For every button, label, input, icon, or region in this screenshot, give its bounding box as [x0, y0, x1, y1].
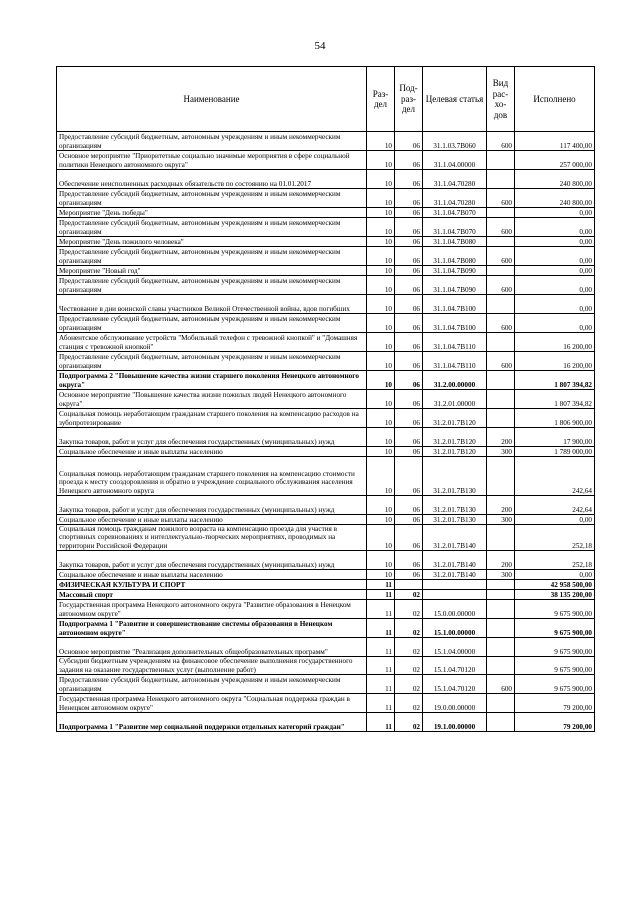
cell-podrazdel: 06 [395, 247, 423, 266]
header-target-article: Целевая статья [423, 67, 487, 132]
cell-name: Предоставление субсидий бюджетным, автономным учреждениям и иным некоммерческим организациям [57, 218, 367, 237]
cell-executed: 0,00 [515, 276, 595, 295]
cell-expense-type [487, 619, 515, 638]
cell-target-article: 31.1.04.7В080 [423, 237, 487, 247]
cell-podrazdel: 06 [395, 515, 423, 525]
cell-target-article: 31.2.01.7В130 [423, 515, 487, 525]
cell-target-article: 15.1.04.70120 [423, 657, 487, 675]
table-row [57, 151, 595, 170]
cell-podrazdel: 06 [395, 352, 423, 371]
cell-target-article: 31.2.00.00000 [423, 371, 487, 390]
table-body [57, 132, 595, 732]
cell-razdel: 11 [367, 638, 395, 657]
cell-podrazdel: 02 [395, 713, 423, 732]
table-row [57, 189, 595, 208]
cell-target-article: 31.2.01.7В130 [423, 457, 487, 496]
cell-name: Предоставление субсидий бюджетным, автономным учреждениям и иным некоммерческим организациям [57, 314, 367, 333]
cell-target-article [423, 590, 487, 600]
cell-razdel: 10 [367, 457, 395, 496]
cell-name: Предоставление субсидий бюджетным, автономным учреждениям и иным некоммерческим организациям [57, 189, 367, 208]
cell-target-article: 31.2.01.7В130 [423, 496, 487, 515]
table-row [57, 619, 595, 638]
cell-executed: 252,18 [515, 525, 595, 551]
header-executed: Исполнено [515, 67, 595, 132]
table-row [57, 371, 595, 390]
table-row [57, 295, 595, 314]
cell-name: Основное мероприятие "Реализация дополнительных общеобразовательных программ" [57, 638, 367, 657]
table-row [57, 515, 595, 525]
cell-name: Основное мероприятие "Повышение качества жизни пожилых людей Ненецкого автономного округа" [57, 390, 367, 409]
cell-target-article: 31.2.01.00000 [423, 390, 487, 409]
cell-name: Массовый спорт [57, 590, 367, 600]
cell-podrazdel: 06 [395, 151, 423, 170]
cell-name: Социальное обеспечение и иные выплаты населению [57, 570, 367, 580]
table-row [57, 675, 595, 694]
cell-executed: 0,00 [515, 515, 595, 525]
cell-executed: 0,00 [515, 570, 595, 580]
cell-razdel: 10 [367, 409, 395, 428]
cell-expense-type [487, 525, 515, 551]
cell-razdel: 10 [367, 266, 395, 276]
cell-expense-type: 600 [487, 352, 515, 371]
cell-razdel: 10 [367, 132, 395, 151]
cell-target-article: 31.2.01.7В140 [423, 551, 487, 570]
cell-podrazdel: 02 [395, 619, 423, 638]
header-name: Наименование [57, 67, 367, 132]
cell-target-article: 31.1.04.7В110 [423, 352, 487, 371]
cell-expense-type [487, 638, 515, 657]
cell-podrazdel: 06 [395, 218, 423, 237]
table-row [57, 694, 595, 713]
cell-executed: 0,00 [515, 208, 595, 218]
cell-podrazdel: 06 [395, 276, 423, 295]
cell-executed: 0,00 [515, 247, 595, 266]
cell-name: Подпрограмма 2 "Повышение качества жизни старшего поколения Ненецкого автономного округа" [57, 371, 367, 390]
table-row [57, 713, 595, 732]
cell-razdel: 10 [367, 247, 395, 266]
cell-target-article: 31.1.04.70280 [423, 170, 487, 189]
cell-razdel: 10 [367, 447, 395, 457]
cell-podrazdel: 02 [395, 675, 423, 694]
cell-podrazdel: 06 [395, 525, 423, 551]
cell-razdel: 10 [367, 371, 395, 390]
cell-razdel: 10 [367, 352, 395, 371]
cell-executed: 0,00 [515, 266, 595, 276]
table-row [57, 247, 595, 266]
table-row [57, 390, 595, 409]
cell-target-article: 31.1.04.7В070 [423, 208, 487, 218]
cell-target-article: 15.0.00.00000 [423, 600, 487, 619]
cell-expense-type: 300 [487, 447, 515, 457]
cell-executed: 79 200,00 [515, 694, 595, 713]
cell-name: Предоставление субсидий бюджетным, автономным учреждениям и иным некоммерческим организациям [57, 675, 367, 694]
table-row [57, 409, 595, 428]
cell-razdel: 10 [367, 390, 395, 409]
cell-target-article: 19.0.00.00000 [423, 694, 487, 713]
header-razdel: Раз-дел [367, 67, 395, 132]
cell-name: Закупка товаров, работ и услуг для обеспечения государственных (муниципальных) нужд [57, 551, 367, 570]
cell-name: Социальное обеспечение и иные выплаты населению [57, 447, 367, 457]
cell-razdel: 11 [367, 590, 395, 600]
cell-name: Предоставление субсидий бюджетным, автономным учреждениям и иным некоммерческим организациям [57, 132, 367, 151]
cell-executed: 17 900,00 [515, 428, 595, 447]
cell-expense-type [487, 208, 515, 218]
table-row [57, 208, 595, 218]
cell-executed: 38 135 200,00 [515, 590, 595, 600]
cell-razdel: 11 [367, 675, 395, 694]
table-row [57, 551, 595, 570]
cell-executed: 1 807 394,82 [515, 371, 595, 390]
cell-executed: 16 200,00 [515, 333, 595, 352]
cell-executed: 9 675 900,00 [515, 657, 595, 675]
budget-execution-table [56, 66, 595, 732]
cell-target-article: 31.1.03.7В060 [423, 132, 487, 151]
cell-expense-type: 600 [487, 189, 515, 208]
cell-name: ФИЗИЧЕСКАЯ КУЛЬТУРА И СПОРТ [57, 580, 367, 590]
table-row [57, 600, 595, 619]
cell-target-article: 31.1.04.7В110 [423, 333, 487, 352]
table-row [57, 570, 595, 580]
cell-podrazdel: 02 [395, 600, 423, 619]
cell-executed: 42 958 500,00 [515, 580, 595, 590]
cell-executed: 1 807 394,82 [515, 390, 595, 409]
table-row [57, 580, 595, 590]
cell-podrazdel: 06 [395, 409, 423, 428]
cell-expense-type: 200 [487, 551, 515, 570]
cell-target-article: 31.1.04.7В080 [423, 247, 487, 266]
cell-expense-type: 600 [487, 247, 515, 266]
cell-executed: 240 800,00 [515, 189, 595, 208]
cell-expense-type: 300 [487, 570, 515, 580]
cell-razdel: 10 [367, 170, 395, 189]
cell-executed: 9 675 900,00 [515, 675, 595, 694]
cell-executed: 9 675 900,00 [515, 619, 595, 638]
table-row [57, 496, 595, 515]
cell-razdel: 10 [367, 276, 395, 295]
cell-target-article: 31.1.04.7В100 [423, 314, 487, 333]
cell-expense-type [487, 657, 515, 675]
cell-name: Закупка товаров, работ и услуг для обеспечения государственных (муниципальных) нужд [57, 428, 367, 447]
cell-podrazdel: 06 [395, 237, 423, 247]
cell-name: Мероприятие "День победы" [57, 208, 367, 218]
cell-expense-type [487, 266, 515, 276]
cell-executed: 117 400,00 [515, 132, 595, 151]
cell-name: Обеспечение неисполненных расходных обязательств по состоянию на 01.01.2017 [57, 170, 367, 189]
cell-razdel: 11 [367, 694, 395, 713]
cell-razdel: 10 [367, 314, 395, 333]
cell-expense-type [487, 295, 515, 314]
cell-executed: 0,00 [515, 314, 595, 333]
cell-razdel: 10 [367, 189, 395, 208]
cell-name: Предоставление субсидий бюджетным, автономным учреждениям и иным некоммерческим организациям [57, 352, 367, 371]
cell-razdel: 10 [367, 208, 395, 218]
cell-podrazdel: 06 [395, 447, 423, 457]
cell-podrazdel: 02 [395, 694, 423, 713]
cell-podrazdel: 06 [395, 333, 423, 352]
cell-podrazdel: 02 [395, 638, 423, 657]
cell-executed: 240 800,00 [515, 170, 595, 189]
cell-podrazdel: 06 [395, 428, 423, 447]
cell-target-article: 31.1.04.00000 [423, 151, 487, 170]
cell-name: Государственная программа Ненецкого автономного округа "Развитие образования в Ненецком автономном округе" [57, 600, 367, 619]
cell-razdel: 10 [367, 295, 395, 314]
cell-executed: 0,00 [515, 295, 595, 314]
header-expense-type: Вид рас-хо-дов [487, 67, 515, 132]
table-row [57, 218, 595, 237]
cell-name: Основное мероприятие "Приоритетные социально значимые мероприятия в сфере социальной политики Ненецкого автономного округа" [57, 151, 367, 170]
table-row [57, 170, 595, 189]
cell-executed: 1 806 900,00 [515, 409, 595, 428]
cell-razdel: 10 [367, 496, 395, 515]
cell-executed: 242,64 [515, 496, 595, 515]
cell-expense-type [487, 390, 515, 409]
cell-podrazdel [395, 580, 423, 590]
cell-target-article: 31.2.01.7В140 [423, 525, 487, 551]
table-row [57, 266, 595, 276]
cell-razdel: 10 [367, 515, 395, 525]
cell-name: Чествование в дни воинской славы участников Великой Отечественной войны, вдов погибших [57, 295, 367, 314]
cell-target-article: 19.1.00.00000 [423, 713, 487, 732]
cell-executed: 0,00 [515, 237, 595, 247]
cell-target-article: 31.2.01.7В140 [423, 570, 487, 580]
cell-razdel: 10 [367, 570, 395, 580]
table-row [57, 447, 595, 457]
cell-name: Мероприятие "День пожилого человека" [57, 237, 367, 247]
cell-executed: 252,18 [515, 551, 595, 570]
cell-podrazdel: 06 [395, 295, 423, 314]
cell-expense-type [487, 580, 515, 590]
cell-podrazdel: 06 [395, 551, 423, 570]
cell-name: Предоставление субсидий бюджетным, автономным учреждениям и иным некоммерческим организациям [57, 276, 367, 295]
cell-razdel: 11 [367, 580, 395, 590]
cell-podrazdel: 06 [395, 570, 423, 580]
table-row [57, 352, 595, 371]
cell-expense-type: 600 [487, 675, 515, 694]
cell-target-article: 31.1.04.7В090 [423, 266, 487, 276]
cell-target-article: 31.2.01.7В120 [423, 428, 487, 447]
cell-expense-type [487, 694, 515, 713]
table-header-row [57, 67, 595, 132]
cell-name: Социальная помощь неработающим гражданам старшего поколения на компенсацию стоимости проезда к месту сооздоровления и обратно в учреждение социального обслуживания населения Ненецкого автономного округа [57, 457, 367, 496]
cell-name: Предоставление субсидий бюджетным, автономным учреждениям и иным некоммерческим организациям [57, 247, 367, 266]
page-number: 54 [314, 40, 326, 52]
table-row [57, 590, 595, 600]
cell-target-article: 15.1.00.00000 [423, 619, 487, 638]
table-row [57, 132, 595, 151]
cell-expense-type: 200 [487, 428, 515, 447]
cell-podrazdel: 06 [395, 208, 423, 218]
cell-target-article: 31.1.04.70280 [423, 189, 487, 208]
cell-razdel: 10 [367, 428, 395, 447]
cell-name: Субсидии бюджетным учреждениям на финансовое обеспечение выполнения государственного задания на оказание государственных услуг (выполнение работ) [57, 657, 367, 675]
cell-razdel: 10 [367, 218, 395, 237]
cell-name: Закупка товаров, работ и услуг для обеспечения государственных (муниципальных) нужд [57, 496, 367, 515]
cell-expense-type [487, 457, 515, 496]
table-row [57, 638, 595, 657]
cell-expense-type: 200 [487, 496, 515, 515]
cell-podrazdel: 02 [395, 590, 423, 600]
cell-razdel: 10 [367, 237, 395, 247]
cell-podrazdel: 02 [395, 657, 423, 675]
cell-podrazdel: 06 [395, 457, 423, 496]
cell-executed: 79 200,00 [515, 713, 595, 732]
cell-podrazdel: 06 [395, 189, 423, 208]
cell-name: Подпрограмма 1 "Развитие мер социальной поддержки отдельных категорий граждан" [57, 713, 367, 732]
cell-name: Подпрограмма 1 "Развитие и совершенствование системы образования в Ненецком автономном округе" [57, 619, 367, 638]
cell-razdel: 11 [367, 713, 395, 732]
cell-target-article: 31.1.04.7В100 [423, 295, 487, 314]
cell-podrazdel: 06 [395, 314, 423, 333]
cell-podrazdel: 06 [395, 390, 423, 409]
cell-expense-type [487, 371, 515, 390]
cell-executed: 9 675 900,00 [515, 600, 595, 619]
table-row [57, 525, 595, 551]
table-row [57, 276, 595, 295]
cell-executed: 0,00 [515, 218, 595, 237]
table-row [57, 314, 595, 333]
cell-executed: 1 789 000,00 [515, 447, 595, 457]
cell-podrazdel: 06 [395, 496, 423, 515]
cell-target-article: 31.2.01.7В120 [423, 409, 487, 428]
cell-expense-type [487, 600, 515, 619]
cell-podrazdel: 06 [395, 266, 423, 276]
table-row [57, 333, 595, 352]
cell-podrazdel: 06 [395, 371, 423, 390]
cell-expense-type [487, 170, 515, 189]
cell-name: Государственная программа Ненецкого автономного округа "Социальная поддержка граждан в Ненецком автономном округе" [57, 694, 367, 713]
cell-name: Социальное обеспечение и иные выплаты населению [57, 515, 367, 525]
cell-expense-type: 600 [487, 218, 515, 237]
cell-razdel: 11 [367, 657, 395, 675]
cell-executed: 257 000,00 [515, 151, 595, 170]
cell-razdel: 10 [367, 551, 395, 570]
cell-expense-type: 600 [487, 314, 515, 333]
cell-expense-type: 600 [487, 276, 515, 295]
cell-name: Мероприятие "Новый год" [57, 266, 367, 276]
cell-target-article: 31.1.04.7В090 [423, 276, 487, 295]
cell-razdel: 10 [367, 525, 395, 551]
cell-expense-type [487, 237, 515, 247]
cell-expense-type [487, 333, 515, 352]
table-row [57, 428, 595, 447]
header-podrazdel: Под-раз-дел [395, 67, 423, 132]
cell-target-article: 31.1.04.7В070 [423, 218, 487, 237]
table-row [57, 237, 595, 247]
cell-razdel: 11 [367, 619, 395, 638]
cell-name: Социальная помощь неработающим гражданам старшего поколения на компенсацию расходов на зубопротезирование [57, 409, 367, 428]
cell-expense-type [487, 409, 515, 428]
cell-podrazdel: 06 [395, 170, 423, 189]
cell-target-article [423, 580, 487, 590]
cell-name: Абонентское обслуживание устройств "Мобильный телефон с тревожной кнопкой" и "Домашняя станция с тревожной кнопкой" [57, 333, 367, 352]
cell-razdel: 10 [367, 151, 395, 170]
cell-expense-type: 300 [487, 515, 515, 525]
cell-expense-type [487, 590, 515, 600]
cell-razdel: 11 [367, 600, 395, 619]
cell-target-article: 15.1.04.70120 [423, 675, 487, 694]
cell-expense-type [487, 151, 515, 170]
cell-expense-type [487, 713, 515, 732]
cell-podrazdel: 06 [395, 132, 423, 151]
table-row [57, 657, 595, 675]
cell-executed: 16 200,00 [515, 352, 595, 371]
cell-name: Социальная помощь гражданам пожилого возраста на компенсацию проезда для участия в спортивных соревнованиях и интеллектуально-творческих мероприятиях, проводимых на территории Российской Федерации [57, 525, 367, 551]
cell-executed: 9 675 900,00 [515, 638, 595, 657]
cell-razdel: 10 [367, 333, 395, 352]
cell-executed: 242,64 [515, 457, 595, 496]
cell-target-article: 15.1.04.00000 [423, 638, 487, 657]
cell-expense-type: 600 [487, 132, 515, 151]
table-row [57, 457, 595, 496]
cell-target-article: 31.2.01.7В120 [423, 447, 487, 457]
